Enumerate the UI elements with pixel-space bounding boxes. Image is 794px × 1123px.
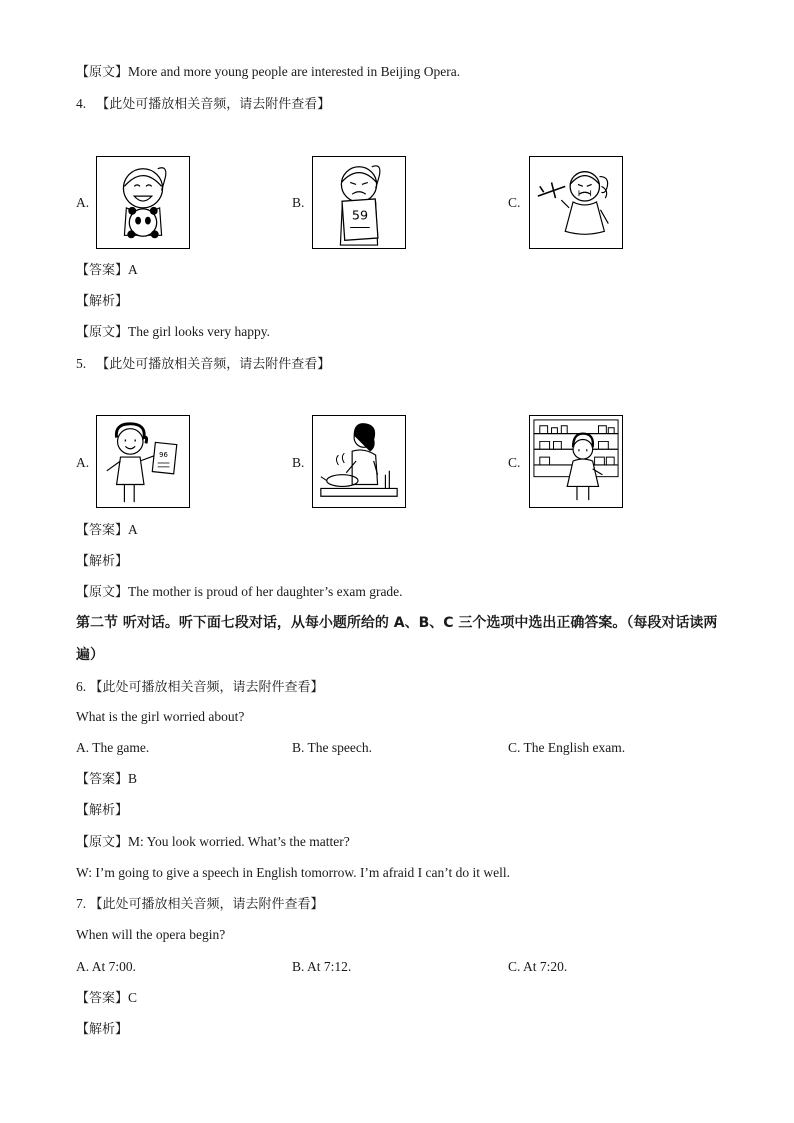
original-tag: 【原文】 [76,325,129,340]
test-score-text: 59 [351,207,369,223]
answer-value: B [128,771,138,786]
question-number: 5. [76,356,87,371]
q4-option-b-label: B. [292,195,305,210]
audio-prompt: 【此处可播放相关音频，请去附件查看】 [89,680,324,695]
girl-at-store-shelves-image [530,416,622,507]
original-tag: 【原文】 [76,65,129,80]
q6-header [76,678,324,697]
q6-original-line-2: W: I’m going to give a speech in English tomorrow. I’m afraid I can’t do it well. [76,865,511,880]
analysis-tag: 【解析】 [76,1022,129,1037]
q7-option-a[interactable]: A. At 7:00. [76,959,137,974]
q4-analysis-line [76,292,128,311]
analysis-tag: 【解析】 [76,294,129,309]
q4-answer-line [76,261,138,280]
q6-analysis-line [76,801,128,820]
answer-tag: 【答案】 [76,991,129,1006]
q3-original-line [76,63,460,82]
q7-question: When will the opera begin? [76,927,226,942]
original-text: More and more young people are interested in Beijing Opera. [128,64,461,79]
answer-tag: 【答案】 [76,772,129,787]
original-text: The girl looks very happy. [128,324,270,339]
q7-header [76,895,324,914]
answer-value: A [128,262,138,277]
question-number: 6. [76,679,87,694]
answer-tag: 【答案】 [76,523,129,538]
question-number: 7. [76,896,87,911]
girl-showing-exam-grade-image [97,416,189,507]
q4-picture-c[interactable] [529,156,623,249]
q5-answer-line [76,521,138,540]
q6-original-line-1 [76,833,350,852]
q7-option-c[interactable]: C. At 7:20. [508,959,568,974]
sad-girl-with-test-paper-image [313,157,405,248]
question-number: 4. [76,96,87,111]
audio-prompt: 【此处可播放相关音频，请去附件查看】 [89,897,324,912]
q6-question: What is the girl worried about? [76,709,245,724]
q5-option-c-label: C. [508,455,521,470]
q7-option-b[interactable]: B. At 7:12. [292,959,352,974]
audio-prompt: 【此处可播放相关音频，请去附件查看】 [96,357,331,372]
q6-option-a[interactable]: A. The game. [76,740,150,755]
grade-text: 96 [159,451,168,460]
q4-original-line [76,323,270,342]
original-text: The mother is proud of her daughter’s exam grade. [128,584,403,599]
section-2-heading: 第二节 听对话。听下面七段对话，从每小题所给的 A、B、C 三个选项中选出正确答案。（每段对话读两遍） [76,615,718,663]
q5-option-b-label: B. [292,455,305,470]
original-text: M: You look worried. What’s the matter? [128,834,350,849]
q5-analysis-line [76,552,128,571]
original-tag: 【原文】 [76,835,129,850]
q5-original-line [76,583,403,602]
q4-option-a-label: A. [76,195,90,210]
audio-prompt: 【此处可播放相关音频，请去附件查看】 [96,97,331,112]
q6-answer-line [76,770,137,789]
q7-answer-line [76,989,137,1008]
q4-picture-a[interactable] [96,156,190,249]
original-tag: 【原文】 [76,585,129,600]
answer-value: C [128,990,138,1005]
q5-picture-b[interactable] [312,415,406,508]
q6-option-c[interactable]: C. The English exam. [508,740,626,755]
q6-option-b[interactable]: B. The speech. [292,740,372,755]
q4-picture-b[interactable] [312,156,406,249]
q5-header [76,355,330,374]
answer-value: A [128,522,138,537]
analysis-tag: 【解析】 [76,803,129,818]
analysis-tag: 【解析】 [76,554,129,569]
q4-header [76,95,330,114]
q7-analysis-line [76,1020,128,1039]
q5-picture-a[interactable] [96,415,190,508]
crying-girl-with-toy-plane-image [530,157,622,248]
woman-cooking-image [313,416,405,507]
happy-girl-with-panda-image [97,157,189,248]
q4-option-c-label: C. [508,195,521,210]
q5-option-a-label: A. [76,455,90,470]
q5-picture-c[interactable] [529,415,623,508]
answer-tag: 【答案】 [76,263,129,278]
